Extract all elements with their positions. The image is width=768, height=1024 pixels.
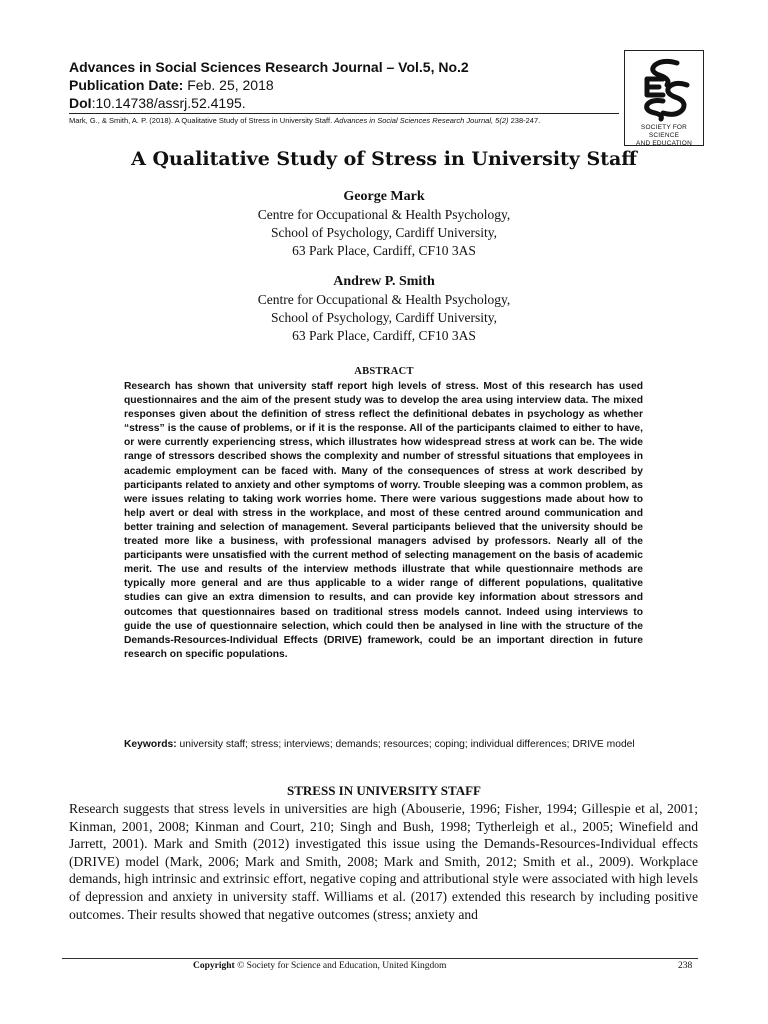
logo-line-2: AND EDUCATION [636, 140, 692, 147]
doi-label: DoI [69, 95, 92, 111]
author-affiliation: Centre for Occupational & Health Psychology, [257, 292, 511, 307]
section-body: Research suggests that stress levels in universities are high (Abouserie, 1996; Fisher, 1994; Gillespie et al, 2001; Kinman, 2001, 2008; Kinman and Court, 210; Singh and Bush, 1998; Tytherleigh et al., 2005; Winefield and Jarrett, 2001). Mark and Smith (2012) investigated this issue using the Demands-Resources-Individual effects (DRIVE) model (Mark, 2006; Mark and Smith, 2008; Mark and Smith, 2012; Smith et al., 2009). Workplace demands, high intrinsic and extrinsic effort, negative coping and attributional style were associated with high levels of depression and anxiety in university staff. Williams et al. (2017) extended this research by including positive outcomes. Their results showed that negative outcomes (stress; anxiety and [69, 801, 698, 922]
copyright-text: © Society for Science and Education, United Kingdom [234, 961, 447, 971]
journal-header [69, 58, 619, 126]
sse-logo-icon [633, 55, 695, 123]
author-address: 63 Park Place, Cardiff, CF10 3AS [292, 328, 476, 343]
keywords-text: university staff; stress; interviews; demands; resources; coping; individual differences; DRIVE model [176, 739, 635, 750]
author-name: George Mark [343, 189, 425, 204]
society-logo [624, 50, 704, 146]
page-number: 238 [678, 961, 693, 971]
citation-pages: 238-247. [508, 116, 541, 125]
author-address: 63 Park Place, Cardiff, CF10 3AS [292, 243, 476, 258]
author-block-2 [0, 273, 768, 345]
publication-date-value: Feb. 25, 2018 [183, 77, 274, 93]
publication-date [69, 76, 619, 94]
footer-divider [62, 958, 698, 959]
citation-text: Mark, G., & Smith, A. P. (2018). A Qualitative Study of Stress in University Staff. [69, 116, 335, 125]
doi-value[interactable]: :10.14738/assrj.52.4195. [91, 95, 246, 111]
author-name: Andrew P. Smith [333, 274, 435, 289]
copyright-label: Copyright [193, 961, 235, 971]
section-heading: STRESS IN UNIVERSITY STAFF [287, 783, 481, 798]
logo-caption [625, 124, 703, 148]
doi [69, 94, 619, 112]
citation-journal: Advances in Social Sciences Research Journal, 5(2) [334, 116, 509, 125]
keywords-label: Keywords: [124, 739, 177, 750]
author-block-1 [0, 188, 768, 260]
copyright-notice [193, 961, 446, 971]
logo-line-1: SOCIETY FOR SCIENCE [640, 124, 688, 139]
publication-date-label: Publication Date: [69, 77, 184, 93]
author-affiliation: School of Psychology, Cardiff University, [271, 310, 497, 325]
abstract-heading: ABSTRACT [354, 366, 414, 377]
author-affiliation: School of Psychology, Cardiff University, [271, 225, 497, 240]
citation [69, 113, 619, 126]
author-affiliation: Centre for Occupational & Health Psychology, [257, 207, 511, 222]
keywords [124, 738, 643, 752]
abstract-text: Research has shown that university staff report high levels of stress. Most of this research has used questionnaires and the aim of the present study was to develop the area using interview data. The mixed responses given about the definition of stress reflect the definitional debates in psychology as whether “stress” is the cause of problems, or if it is the response. All of the participants claimed to either to have, or were currently experiencing stress, which illustrates how widespread stress at work can be. The wide range of stressors described shows the complexity and number of stressful situations that employees in academic employment can be faced with. Many of the consequences of stress at work described by participants related to anxiety and other symptoms of worry. Trouble sleeping was a common problem, as were issues relating to taking work worries home. There were various suggestions made about how to help avert or deal with stress in the workplace, and most of these centred around communication and better training and selection of management. Several participants believed that the university should be treated more like a business, with professional managers advised by professors. Nearly all of the participants were unsatisfied with the current method of selecting management on the basis of academic merit. The use and results of the interview methods illustrate that while questionnaire methods are typically more general and are thus applicable to a wider range of different populations, qualitative studies can give an extra dimension to results, and can provide key information about stressors and outcomes that questionnaires based on traditional stress models cannot. Indeed using interviews to guide the use of questionnaire selection, which could then be analysed in line with the structure of the Demands-Resources-Individual Effects (DRIVE) framework, could be an important direction in future research on specific populations. [124, 381, 643, 660]
journal-name: Advances in Social Sciences Research Journal – Vol.5, No.2 [69, 59, 469, 75]
paper-title: A Qualitative Study of Stress in University Staff [131, 148, 637, 170]
